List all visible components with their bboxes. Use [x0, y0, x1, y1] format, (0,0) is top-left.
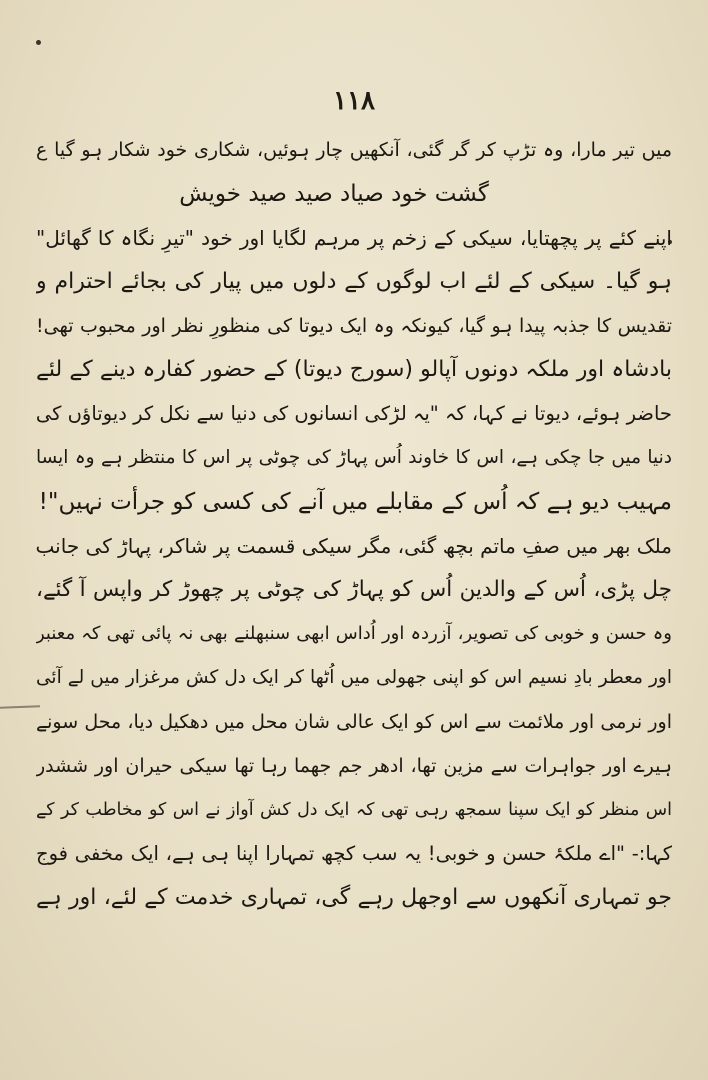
- text-line: مہیب دیو ہے کہ اُس کے مقابلے میں آنے کی کسی کو جرأت نہیں"!: [38, 489, 672, 515]
- text-line: اپنے کئے پر پچھتایا، سیکی کے زخم پر مرہم لگایا اور خود "تیرِ نگاہ کا گھائل": [36, 226, 672, 250]
- text-line: بادشاہ اور ملکہ دونوں آپالو (سورج دیوتا) کے حضور کفارہ دینے کے لئے: [36, 357, 672, 382]
- text-line: وہ حسن و خوبی کی تصویر، آزردہ اور اُداس ابھی سنبھلنے بھی نہ پائی تھی کہ معنبر: [36, 623, 672, 644]
- text-line: کہا:- "اے ملکۂ حسن و خوبی! یہ سب کچھ تمہارا اپنا ہی ہے، ایک مخفی فوج: [36, 842, 672, 865]
- text-line: اور نرمی اور ملائمت سے اس کو ایک عالی شان محل میں دھکیل دیا، محل سونے: [36, 711, 672, 733]
- text-line: ملک بھر میں صفِ ماتم بچھ گئی، مگر سیکی قسمت پر شاکر، پہاڑ کی جانب: [36, 534, 672, 558]
- page-number: ۱۱۸: [333, 86, 375, 116]
- text-line: اس منظر کو ایک سپنا سمجھ رہی تھی کہ ایک دل کش آواز نے اس کو مخاطب کر کے: [36, 800, 672, 820]
- text-line: میں تیر مارا، وہ تڑپ کر گر گئی، آنکھیں چار ہوئیں، شکاری خود شکار ہو گیا ع: [36, 139, 672, 161]
- ink-spot: [36, 40, 41, 45]
- text-line: دنیا میں جا چکی ہے، اس کا خاوند اُس پہاڑ کی چوٹی پر اس کا منتظر ہے وہ ایسا: [36, 447, 672, 468]
- text-line: حاضر ہوئے، دیوتا نے کہا، کہ "یہ لڑکی انسانوں کی دنیا سے نکل کر دیوتاؤں کی: [36, 402, 672, 425]
- text-line: تقدیس کا جذبہ پیدا ہو گیا، کیونکہ وہ ایک دیوتا کی منظورِ نظر اور محبوب تھی!: [36, 315, 672, 337]
- text-line: چل پڑی، اُس کے والدین اُس کو پہاڑ کی چوٹی پر چھوڑ کر واپس آ گئے،: [36, 577, 672, 602]
- text-line: جو تمہاری آنکھوں سے اوجھل رہے گی، تمہاری خدمت کے لئے، اور ہے: [36, 885, 672, 910]
- text-line: ہو گیا۔ سیکی کے لئے اب لوگوں کے دلوں میں پیار کی بجائے احترام و: [36, 269, 672, 294]
- text-line: ہیرے اور جواہرات سے مزین تھا، ادھر جم جھما رہا تھا سیکی حیران اور ششدر: [36, 755, 672, 777]
- body-text: [36, 128, 672, 920]
- verse-line: گشت خود صیاد صید صید خویش: [179, 181, 489, 207]
- text-line: اور معطر بادِ نسیم اس کو اپنی جھولی میں اُٹھا کر ایک دل کش مرغزار میں لے آئی: [36, 667, 672, 688]
- pencil-mark: [0, 705, 40, 708]
